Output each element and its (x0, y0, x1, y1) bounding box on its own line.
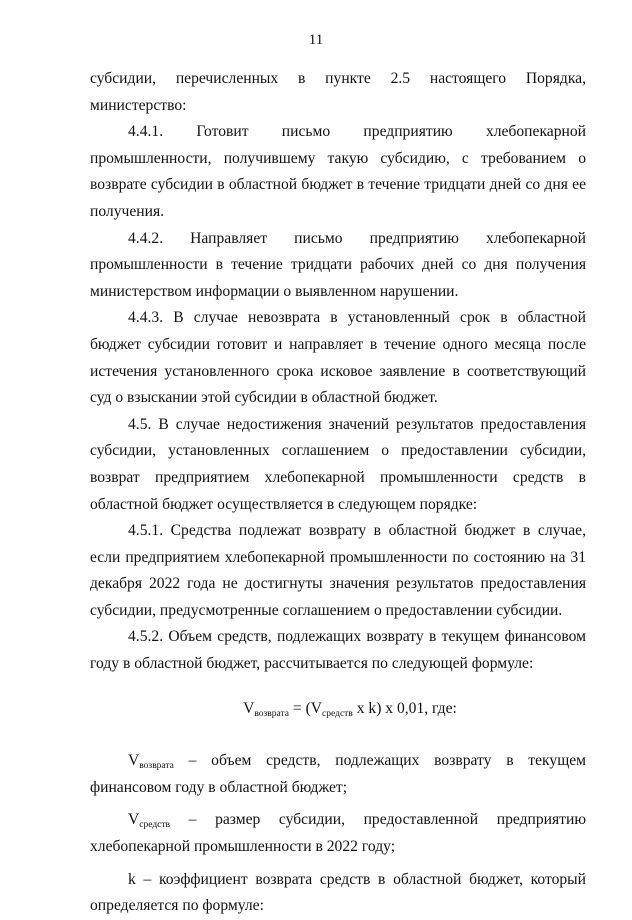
definition-v-sredstv (90, 807, 586, 860)
paragraph-continuation: субсидии, перечисленных в пункте 2.5 настоящего Порядка, министерство: (90, 70, 586, 114)
definition-symbol: V (128, 752, 140, 770)
formula-mid: = (V (289, 699, 323, 717)
paragraph-4-5-1: 4.5.1. Средства подлежат возврату в областной бюджет в случае, если предприятием хлебопекарной промышленности по состоянию на 31 декабря 2022 года не достигнуты значения результатов предоставления субсидии, предусмотренные соглашением о предоставлении субсидии. (90, 522, 586, 619)
page-number: 11 (308, 32, 324, 48)
formula-v-vozvrata (90, 696, 586, 723)
definition-symbol: V (128, 811, 140, 829)
paragraph-4-5-2: 4.5.2. Объем средств, подлежащих возврату в текущем финансовом году в областной бюджет, рассчитывается по следующей формуле: (90, 628, 586, 673)
document-body (90, 66, 586, 920)
definition-v-vozvrata (90, 748, 586, 801)
definition-text: – объем средств, подлежащих возврату в текущем финансовом году в областной бюджет; (90, 752, 586, 796)
formula-sub-sredstv: средств (322, 708, 353, 719)
definition-subscript: возврата (139, 761, 174, 772)
definition-text: – размер субсидии, предоставленной предприятию хлебопекарной промышленности в 2022 году; (90, 811, 586, 856)
paragraph-4-5: 4.5. В случае недостижения значений результатов предоставления субсидии, установленных соглашением о предоставлении субсидии, возврат предприятием хлебопекарной промышленности средств в областной бюджет осуществляется в следующем порядке: (90, 415, 586, 513)
formula-sub-vozvrata: возврата (254, 708, 289, 719)
formula-v1: V (243, 699, 255, 717)
formula-tail: x k) x 0,01, где: (352, 699, 457, 717)
paragraph-4-4-1: 4.4.1. Готовит письмо предприятию хлебопекарной промышленности, получившему такую субсидию, с требованием о возврате субсидии в областной бюджет в течение тридцати дней со дня ее получения. (90, 123, 586, 220)
paragraph-4-4-3: 4.4.3. В случае невозврата в установленный срок в областной бюджет субсидии готовит и направляет в течение одного месяца после истечения установленного срока исковое заявление в соответствующий суд о взыскании этой субсидии в областной бюджет. (90, 309, 586, 407)
paragraph-4-4-2: 4.4.2. Направляет письмо предприятию хлебопекарной промышленности в течение тридцати рабочих дней со дня получения министерством информации о выявленном нарушении. (90, 229, 586, 300)
definition-k: k – коэффициент возврата средств в областной бюджет, который определяется по формуле: (90, 870, 586, 915)
definition-subscript: средств (139, 820, 171, 831)
